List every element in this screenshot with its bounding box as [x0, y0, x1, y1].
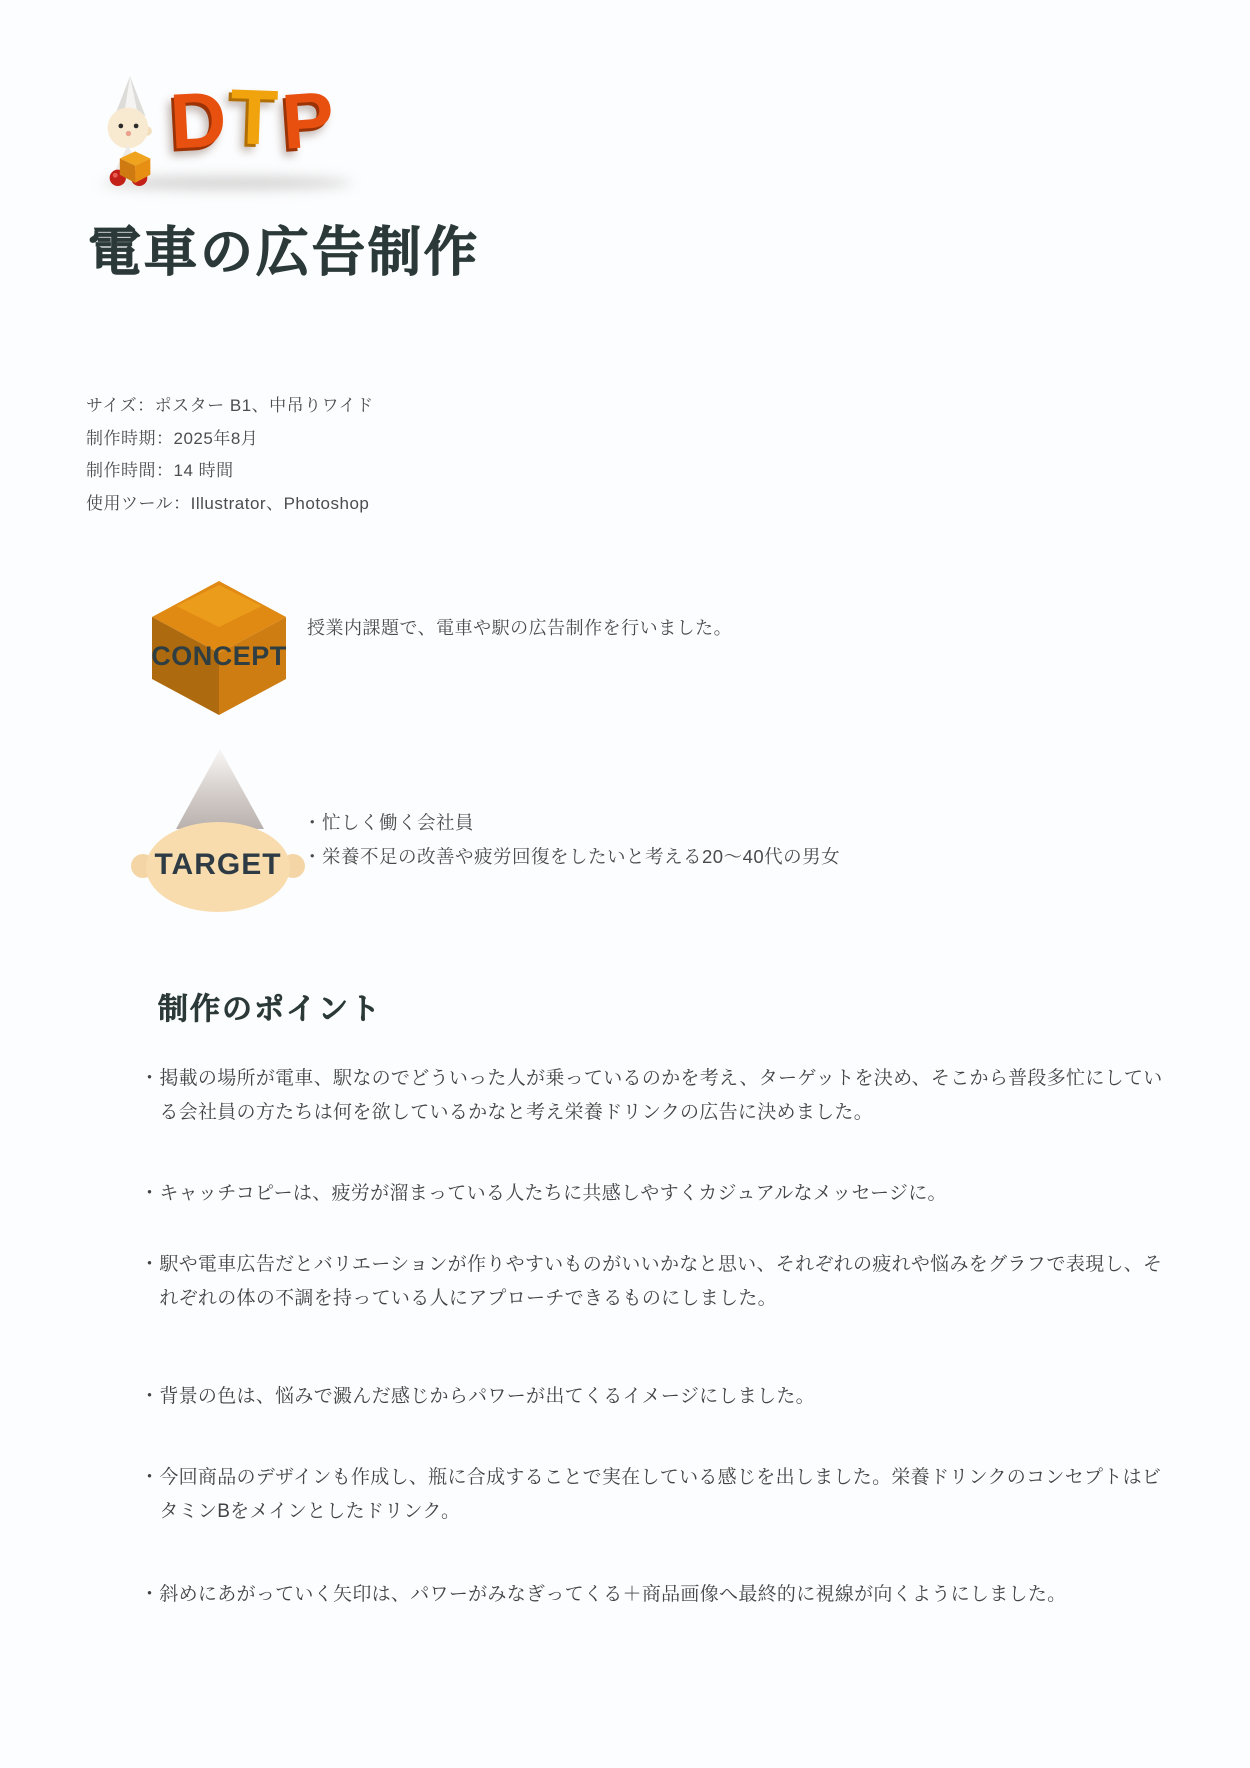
concept-label: CONCEPT: [151, 641, 287, 671]
bullet-marker: ・: [140, 1467, 160, 1488]
meta-line-hours: 制作時間：14 時間: [86, 461, 234, 480]
target-label: TARGET: [154, 848, 282, 881]
bullet-marker: ・: [140, 1386, 160, 1407]
point-item: [140, 1248, 1174, 1316]
point-item: [140, 1380, 1174, 1414]
dtp-logo-text: [167, 72, 341, 166]
point-text: 背景の色は、悩みで澱んだ感じからパワーが出てくるイメージにしました。: [159, 1386, 815, 1407]
point-item: [140, 1177, 1174, 1211]
point-text: 駅や電車広告だとバリエーションが作りやすいものがいいかなと思い、それぞれの疲れや悩みをグラフで表現し、それぞれの体の不調を持っている人にアプローチできるものにしました。: [159, 1254, 1163, 1309]
target-item: [303, 806, 840, 840]
bullet-marker: ・: [140, 1183, 160, 1204]
meta-line-period: 制作時期：2025年8月: [86, 428, 259, 448]
logo-letter-t: T: [228, 72, 284, 162]
bullet-marker: ・: [140, 1254, 160, 1275]
concept-description: 授業内課題で、電車や駅の広告制作を行いました。: [307, 618, 733, 638]
bullet-marker: ・: [140, 1584, 160, 1605]
target-item-text: 栄養不足の改善や疲労回復をしたいと考える20～40代の男女: [322, 846, 841, 867]
logo-letter-p: P: [278, 74, 341, 166]
dtp-logo: [96, 74, 356, 194]
target-item: [303, 840, 840, 874]
concept-cube-icon: [146, 577, 292, 719]
points-heading: 制作のポイント: [158, 993, 382, 1026]
bullet-marker: ・: [140, 1068, 160, 1089]
bullet-marker: ・: [303, 846, 323, 867]
target-head-icon: [132, 745, 304, 915]
project-meta: [86, 390, 374, 520]
logo-letter-d: D: [167, 74, 233, 166]
meta-line-tools: 使用ツール：Illustrator、Photoshop: [86, 493, 370, 513]
point-item: [140, 1062, 1174, 1130]
target-items: [303, 806, 840, 874]
point-text: キャッチコピーは、疲労が溜まっている人たちに共感しやすくカジュアルなメッセージに。: [159, 1183, 947, 1204]
doll-mascot-icon: [96, 74, 164, 188]
point-text: 掲載の場所が電車、駅なのでどういった人が乗っているのかを考え、ターゲットを決め、そこから普段多忙にしている会社員の方たちは何を欲しているかなと考え栄養ドリンクの広告に決めました。: [159, 1068, 1163, 1123]
page-title: 電車の広告制作: [88, 223, 480, 282]
bullet-marker: ・: [303, 812, 323, 833]
point-item: [140, 1461, 1174, 1529]
target-item-text: 忙しく働く会社員: [322, 812, 475, 833]
point-text: 斜めにあがっていく矢印は、パワーがみなぎってくる＋商品画像へ最終的に視線が向くようにしました。: [159, 1584, 1067, 1605]
point-text: 今回商品のデザインも作成し、瓶に合成することで実在している感じを出しました。栄養ドリンクのコンセプトはビタミンBをメインとしたドリンク。: [159, 1467, 1162, 1522]
meta-line-size: サイズ：ポスター B1、中吊りワイド: [86, 396, 374, 415]
point-item: [140, 1578, 1174, 1612]
